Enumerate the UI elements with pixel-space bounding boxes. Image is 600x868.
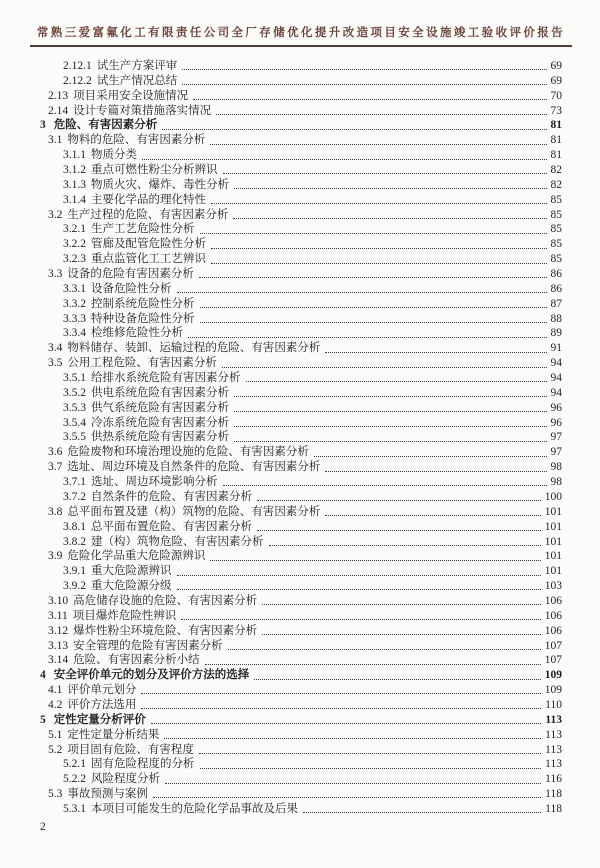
toc-entry-number: 4.1	[48, 684, 63, 697]
toc-entry-number: 3.3.2	[63, 297, 86, 310]
toc-entry-title: 物质分类	[91, 149, 137, 162]
toc-entry-number: 3.8.1	[63, 520, 86, 533]
toc-entry-title: 管廊及配管危险性分析	[91, 238, 206, 251]
toc-entry-title: 设备的危险有害因素分析	[67, 268, 194, 281]
toc-entry-title: 事故预测与案例	[67, 788, 148, 801]
toc-dot-leader	[211, 203, 547, 204]
toc-entry-title: 定性定量分析结果	[67, 728, 160, 741]
toc-entry-page: 94	[550, 372, 562, 385]
toc-dot-leader	[254, 679, 541, 680]
toc-dot-leader	[325, 352, 546, 353]
toc-entry-number: 3.3.3	[63, 312, 86, 325]
toc-entry-number: 3.5	[48, 357, 63, 370]
toc-entry-page: 91	[550, 342, 562, 355]
toc-entry-number: 3.2.2	[63, 238, 86, 251]
toc-entry-number: 3.1.3	[63, 178, 86, 191]
toc-entry-number: 3.4	[48, 342, 63, 355]
toc-entry-number: 3.2	[48, 208, 63, 221]
toc-entry[interactable]	[40, 356, 562, 371]
toc-entry-number: 3.3.4	[63, 327, 86, 340]
toc-entry-page: 82	[550, 164, 562, 177]
toc-entry-page: 81	[550, 149, 562, 162]
toc-dot-leader	[246, 381, 547, 382]
toc-entry-page: 69	[550, 74, 562, 87]
toc-entry-number: 3.1.2	[63, 164, 86, 177]
toc-dot-leader	[199, 277, 547, 278]
toc-dot-leader	[200, 768, 542, 769]
page-header	[30, 24, 572, 47]
toc-entry-number: 3.2.1	[63, 223, 86, 236]
toc-entry-title: 项目采用安全设施情况	[73, 89, 189, 102]
toc-entry[interactable]	[40, 535, 562, 550]
toc-entry-number: 3.5.4	[63, 416, 86, 429]
toc-dot-leader	[200, 307, 547, 308]
toc-entry[interactable]	[40, 326, 562, 341]
toc-entry[interactable]	[40, 222, 562, 237]
toc-entry-number: 2.12.2	[63, 74, 92, 87]
toc-entry[interactable]	[40, 713, 562, 728]
toc-entry-title: 控制系统危险性分析	[91, 297, 195, 310]
toc-entry[interactable]	[40, 341, 562, 356]
toc-dot-leader	[234, 396, 547, 397]
toc-entry-title: 供热系统危险有害因素分析	[91, 431, 229, 444]
toc-entry[interactable]	[40, 267, 562, 282]
toc-entry-title: 生产工艺危险性分析	[91, 223, 195, 236]
toc-dot-leader	[216, 114, 546, 115]
toc-entry[interactable]	[40, 386, 562, 401]
toc-dot-leader	[141, 693, 540, 694]
toc-dot-leader	[234, 411, 547, 412]
toc-dot-leader	[199, 753, 541, 754]
toc-dot-leader	[151, 723, 542, 724]
toc-entry[interactable]	[40, 178, 562, 193]
toc-entry[interactable]	[40, 460, 562, 475]
toc-entry-page: 86	[550, 282, 562, 295]
toc-entry-number: 3.8	[48, 505, 63, 518]
toc-dot-leader	[325, 471, 546, 472]
toc-entry[interactable]	[40, 252, 562, 267]
toc-entry-title: 设备危险性分析	[91, 282, 172, 295]
toc-entry[interactable]	[40, 104, 562, 119]
toc-entry-title: 检维修危险性分析	[91, 327, 183, 340]
toc-entry-title: 固有危险程度的分析	[91, 758, 195, 771]
toc-entry[interactable]	[40, 297, 562, 312]
toc-dot-leader	[269, 545, 541, 546]
toc-entry-number: 5.3.1	[63, 802, 86, 815]
toc-entry[interactable]	[40, 371, 562, 386]
toc-entry-title: 给排水系统危险有害因素分析	[91, 372, 241, 385]
toc-entry-page: 85	[550, 208, 562, 221]
toc-dot-leader	[222, 367, 547, 368]
toc-entry[interactable]	[40, 148, 562, 163]
toc-entry-title: 安全管理的危险有害因素分析	[73, 639, 223, 652]
toc-entry-page: 113	[545, 743, 562, 756]
toc-entry[interactable]	[40, 653, 562, 668]
toc-entry-page: 101	[544, 535, 562, 548]
toc-dot-leader	[205, 664, 541, 665]
toc-entry-title: 评价方法选用	[67, 698, 137, 711]
toc-entry[interactable]	[40, 445, 562, 460]
toc-entry-page: 118	[545, 788, 562, 801]
toc-dot-leader	[210, 144, 546, 145]
toc-entry-page: 101	[544, 565, 562, 578]
toc-entry[interactable]	[40, 668, 562, 683]
toc-dot-leader	[177, 575, 541, 576]
toc-entry-page: 85	[550, 253, 562, 266]
toc-entry-title: 重点监管化工工艺辨识	[91, 253, 206, 266]
toc-entry-title: 高危储存设施的危险、有害因素分析	[73, 594, 258, 607]
toc-entry-number: 5.2.1	[63, 758, 86, 771]
toc-dot-leader	[325, 515, 540, 516]
toc-entry[interactable]	[40, 698, 562, 713]
toc-entry-title: 供电系统危险有害因素分析	[91, 386, 229, 399]
toc-entry-title: 选址、周边环境及自然条件的危险、有害因素分析	[67, 461, 321, 474]
toc-entry-page: 116	[545, 773, 562, 786]
toc-entry-page: 82	[550, 178, 562, 191]
toc-entry-page: 97	[550, 431, 562, 444]
toc-entry-page: 81	[550, 119, 562, 132]
toc-dot-leader	[182, 84, 546, 85]
toc-entry[interactable]	[40, 520, 562, 535]
toc-entry-title: 危险、有害因素分析小结	[73, 654, 200, 667]
toc-entry-title: 定性定量分析评价	[53, 713, 146, 726]
report-title-header: 常熟三爱富氟化工有限责任公司全厂存储优化提升改造项目安全设施竣工验收评价报告	[36, 27, 566, 39]
toc-entry-page: 109	[544, 684, 562, 697]
toc-entry-page: 113	[545, 728, 562, 741]
toc-entry[interactable]	[40, 728, 562, 743]
toc-dot-leader	[262, 604, 541, 605]
toc-entry-number: 3.5.3	[63, 401, 86, 414]
toc-entry-page: 85	[550, 238, 562, 251]
toc-entry-number: 3.1.4	[63, 193, 86, 206]
toc-entry-number: 5	[40, 713, 46, 726]
toc-entry[interactable]	[40, 133, 562, 148]
toc-entry-page: 69	[550, 60, 562, 72]
toc-entry[interactable]	[40, 683, 562, 698]
toc-entry-number: 3.1.1	[63, 149, 86, 162]
toc-entry-page: 70	[550, 89, 562, 102]
toc-entry-number: 3.7.2	[63, 490, 86, 503]
toc-entry-title: 试生产方案评审	[96, 60, 178, 72]
toc-entry[interactable]	[40, 772, 562, 787]
toc-dot-leader	[164, 738, 541, 739]
toc-dot-leader	[234, 426, 547, 427]
toc-entry-page: 87	[550, 297, 562, 310]
toc-entry-number: 3.2.3	[63, 253, 86, 266]
toc-entry-number: 3.10	[48, 594, 69, 607]
toc-entry[interactable]	[40, 193, 562, 208]
toc-dot-leader	[228, 649, 541, 650]
toc-entry-page: 118	[545, 802, 562, 815]
toc-entry[interactable]	[40, 74, 562, 89]
toc-dot-leader	[211, 263, 547, 264]
toc-entry-title: 项目固有危险、有害程度	[67, 743, 194, 756]
toc-entry-title: 物料储存、装卸、运输过程的危险、有害因素分析	[67, 342, 321, 355]
toc-entry-title: 危险化学品重大危险源辨识	[67, 550, 206, 563]
toc-entry-page: 94	[550, 357, 562, 370]
toc-dot-leader	[188, 337, 547, 338]
toc-entry[interactable]	[40, 490, 562, 505]
toc-entry-number: 3.5.2	[63, 386, 86, 399]
toc-entry-number: 3.9.1	[63, 565, 86, 578]
toc-dot-leader	[181, 619, 541, 620]
toc-entry-title: 冷冻系统危险有害因素分析	[91, 416, 229, 429]
toc-entry-title: 选址、周边环境影响分析	[91, 476, 218, 489]
toc-entry-page: 106	[544, 609, 562, 622]
toc-dot-leader	[210, 560, 540, 561]
toc-entry-number: 3.5.5	[63, 431, 86, 444]
toc-entry-number: 3.3.1	[63, 282, 86, 295]
toc-entry-page: 110	[545, 698, 562, 711]
toc-entry-page: 88	[550, 312, 562, 325]
toc-entry-title: 特种设备危险性分析	[91, 312, 195, 325]
toc-dot-leader	[234, 441, 547, 442]
toc-entry-page: 85	[550, 223, 562, 236]
toc-entry[interactable]	[40, 639, 562, 654]
toc-entry[interactable]	[40, 59, 562, 74]
toc-entry-page: 101	[544, 520, 562, 533]
toc-entry-number: 3.13	[48, 639, 69, 652]
toc-entry-title: 项目爆炸危险性辨识	[72, 609, 177, 622]
toc-entry[interactable]	[40, 505, 562, 520]
toc-entry-title: 物料的危险、有害因素分析	[67, 134, 206, 147]
toc-dot-leader	[200, 322, 547, 323]
toc-entry-number: 3.5.1	[63, 372, 86, 385]
toc-entry-number: 3.9.2	[63, 580, 86, 593]
toc-entry-page: 100	[544, 490, 562, 503]
page-number-footer: 2	[40, 821, 46, 833]
toc-entry[interactable]	[40, 208, 562, 223]
toc-entry[interactable]	[40, 802, 562, 817]
toc-entry[interactable]	[40, 624, 562, 639]
toc-entry-page: 106	[544, 624, 562, 637]
toc-dot-leader	[233, 218, 546, 219]
toc-entry-number: 5.3	[48, 788, 63, 801]
toc-entry-page: 81	[550, 134, 562, 147]
toc-entry[interactable]	[40, 787, 562, 802]
toc-dot-leader	[314, 456, 547, 457]
toc-entry-number: 5.2.2	[63, 773, 86, 786]
toc-entry[interactable]	[40, 743, 562, 758]
toc-entry-number: 3.11	[48, 609, 68, 622]
toc-entry[interactable]	[40, 430, 562, 445]
toc-dot-leader	[303, 812, 541, 813]
toc-entry[interactable]	[40, 237, 562, 252]
toc-dot-leader	[200, 233, 547, 234]
toc-entry[interactable]	[40, 475, 562, 490]
toc-entry-number: 3.6	[48, 446, 63, 459]
toc-entry-number: 3.1	[48, 134, 63, 147]
toc-entry-page: 85	[550, 193, 562, 206]
toc-entry-title: 危险废物和环境治理设施的危险、有害因素分析	[67, 446, 309, 459]
toc-entry-title: 建（构）筑物危险、有害因素分析	[91, 535, 264, 548]
toc-entry-page: 94	[550, 386, 562, 399]
toc-entry-number: 2.12.1	[63, 60, 92, 72]
toc-entry-page: 86	[550, 268, 562, 281]
toc-entry-page: 107	[544, 639, 562, 652]
toc-entry-title: 物质火灾、爆炸、毒性分析	[91, 178, 229, 191]
toc-entry-title: 设计专篇对策措施落实情况	[73, 104, 212, 117]
toc-dot-leader	[162, 129, 546, 130]
toc-entry-number: 3.7	[48, 461, 63, 474]
toc-dot-leader	[262, 634, 541, 635]
toc-entry[interactable]	[40, 89, 562, 104]
toc-dot-leader	[223, 485, 547, 486]
toc-entry-title: 危险、有害因素分析	[53, 119, 158, 132]
toc-entry-number: 3.7.1	[63, 476, 86, 489]
toc-dot-leader	[257, 500, 541, 501]
toc-entry[interactable]	[40, 401, 562, 416]
toc-entry-title: 评价单元划分	[67, 684, 137, 697]
toc-entry-title: 供气系统危险有害因素分析	[91, 401, 229, 414]
toc-entry-title: 主要化学品的理化特性	[91, 193, 206, 206]
toc-entry-page: 97	[550, 446, 562, 459]
toc-dot-leader	[153, 797, 541, 798]
toc-entry-page: 89	[550, 327, 562, 340]
toc-entry-title: 本项目可能发生的危险化学品事故及后果	[91, 802, 298, 815]
toc-entry-number: 5.1	[48, 728, 63, 741]
toc-entry-number: 3.9	[48, 550, 63, 563]
toc-entry[interactable]	[40, 282, 562, 297]
toc-entry-number: 3.3	[48, 268, 63, 281]
toc-entry-number: 5.2	[48, 743, 63, 756]
toc-dot-leader	[223, 173, 547, 174]
toc-entry[interactable]	[40, 757, 562, 772]
toc-entry-number: 3	[40, 119, 46, 132]
toc-entry[interactable]	[40, 549, 562, 564]
toc-entry-number: 3.8.2	[63, 535, 86, 548]
toc-entry-title: 风险程度分析	[91, 773, 160, 786]
toc-entry-page: 109	[544, 669, 562, 682]
toc-entry-page: 98	[550, 476, 562, 489]
toc-dot-leader	[211, 248, 547, 249]
toc-entry-page: 113	[545, 758, 562, 771]
toc-entry-number: 3.14	[48, 654, 69, 667]
toc-entry-page: 73	[550, 104, 562, 117]
toc-entry-page: 107	[544, 654, 562, 667]
toc-entry-number: 3.12	[48, 624, 69, 637]
toc-entry[interactable]	[40, 594, 562, 609]
toc-entry-title: 自然条件的危险、有害因素分析	[91, 490, 252, 503]
toc-entry-title: 生产过程的危险、有害因素分析	[67, 208, 229, 221]
toc-entry-number: 4.2	[48, 698, 63, 711]
toc-entry-page: 113	[545, 713, 562, 726]
toc-entry[interactable]	[40, 609, 562, 624]
toc-entry-page: 103	[544, 580, 562, 593]
toc-dot-leader	[177, 292, 547, 293]
toc-entry[interactable]	[40, 416, 562, 431]
toc-dot-leader	[182, 69, 546, 70]
toc-entry-number: 2.14	[48, 104, 69, 117]
toc-entry-page: 98	[550, 461, 562, 474]
toc-entry-page: 106	[544, 594, 562, 607]
toc-entry-title: 试生产情况总结	[96, 74, 178, 87]
toc-dot-leader	[177, 589, 541, 590]
toc-entry-page: 96	[550, 401, 562, 414]
toc-entry-title: 公用工程危险、有害因素分析	[67, 357, 217, 370]
toc-entry-page: 101	[544, 505, 562, 518]
toc-entry-number: 2.13	[48, 89, 69, 102]
toc-entry-title: 重点可燃性粉尘分析辨识	[91, 164, 218, 177]
toc-entry-title: 总平面布置危险、有害因素分析	[91, 520, 252, 533]
toc-entry[interactable]	[40, 312, 562, 327]
toc-entry[interactable]	[40, 163, 562, 178]
toc-entry-title: 爆炸性粉尘环境危险、有害因素分析	[73, 624, 258, 637]
toc-entry-title: 重大危险源辨识	[91, 565, 172, 578]
toc-dot-leader	[141, 708, 541, 709]
toc-entry-page: 101	[544, 550, 562, 563]
toc-dot-leader	[142, 159, 547, 160]
toc-entry-title: 总平面布置及建（构）筑物的危险、有害因素分析	[67, 505, 321, 518]
toc-entry-title: 重大危险源分级	[91, 580, 172, 593]
toc-dot-leader	[193, 99, 546, 100]
toc-entry[interactable]	[40, 118, 562, 133]
toc-dot-leader	[165, 783, 541, 784]
toc-dot-leader	[234, 188, 547, 189]
toc-dot-leader	[257, 530, 541, 531]
toc-entry[interactable]	[40, 579, 562, 594]
toc-entry-title: 安全评价单元的划分及评价方法的选择	[53, 669, 250, 682]
toc-entry[interactable]	[40, 564, 562, 579]
table-of-contents	[40, 59, 562, 817]
toc-entry-number: 4	[40, 669, 46, 682]
toc-entry-page: 96	[550, 416, 562, 429]
